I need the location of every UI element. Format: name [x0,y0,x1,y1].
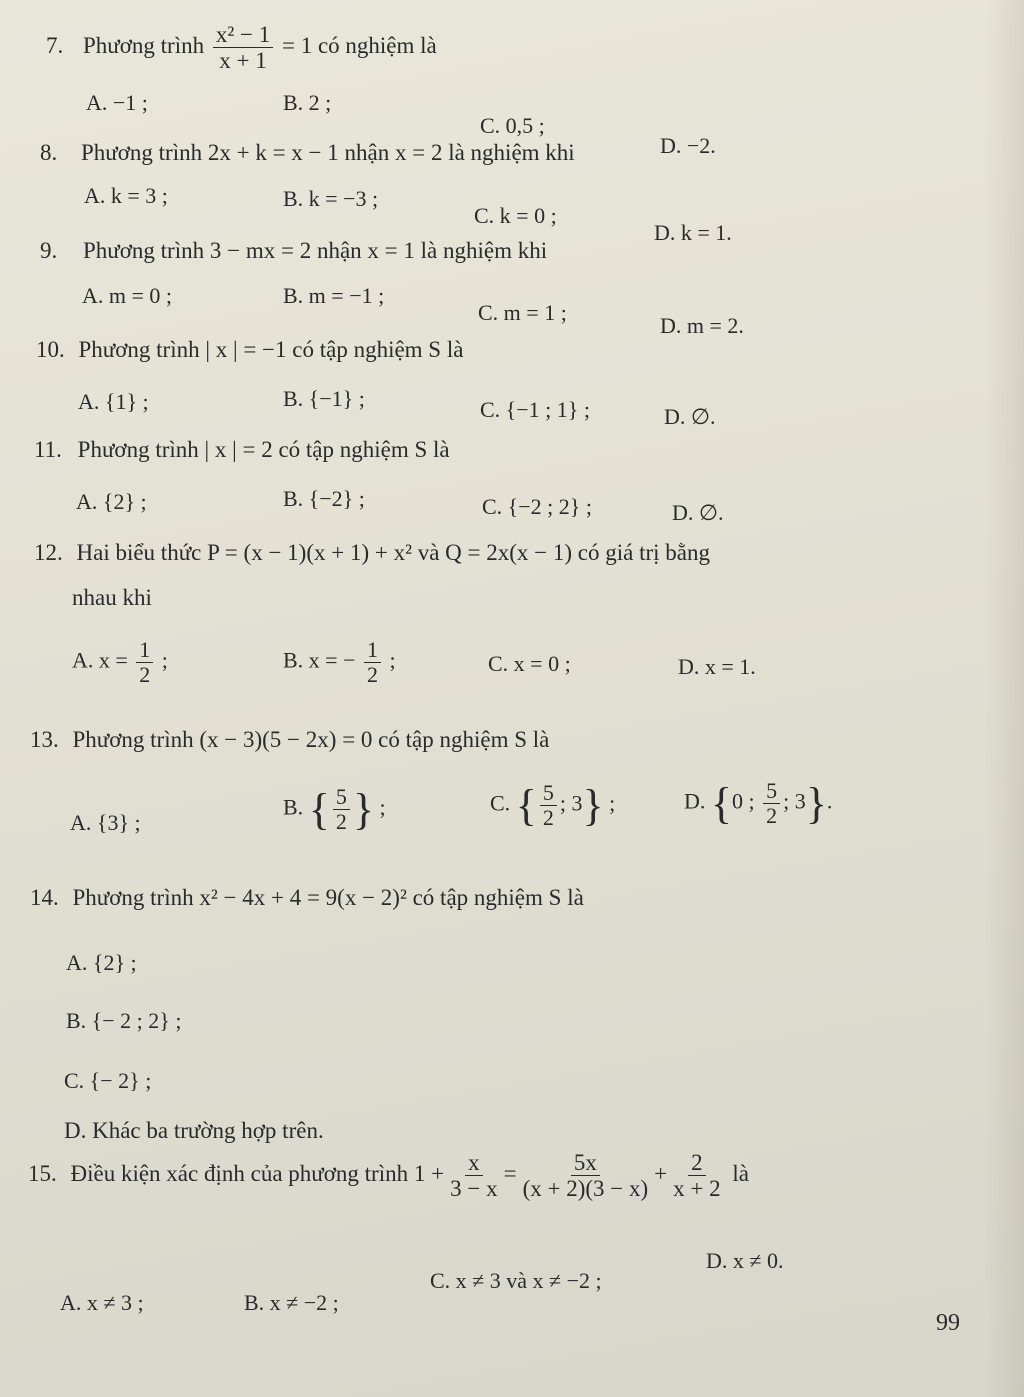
equation-part: = [503,1161,517,1187]
denominator: 2 [766,803,778,828]
denominator: 2 [542,805,554,830]
separator: ; [379,794,386,820]
option-c: C. {−2 ; 2} ; [482,494,592,519]
numerator: 1 [136,638,153,663]
option-b: B. {−1} ; [283,386,365,411]
option-c: C. 0,5 ; [480,113,545,138]
option-label: C. [490,790,511,816]
fraction [136,638,153,687]
option-a: A. {2} ; [66,950,137,975]
question-number: 11. [34,437,62,462]
separator: ; [559,790,566,816]
separator: ; [609,790,616,816]
option-c: C. x = 0 ; [488,651,571,676]
stem-text: Hai biểu thức P = (x − 1)(x + 1) + x² và Q = 2x(x − 1) có giá trị bằng [76,540,711,565]
stem-text: Phương trình (x − 3)(5 − 2x) = 0 có tập nghiệm S là [72,727,550,752]
option-a: A. x ≠ 3 ; [60,1290,144,1315]
denominator: 3 − x [450,1176,498,1202]
fraction [540,781,557,830]
option-b: B. {−2} ; [283,486,365,511]
separator: ; [161,647,168,673]
option-c [490,780,615,831]
fraction [213,22,273,74]
option-d: D. m = 2. [660,313,744,338]
numerator: 5 [540,781,557,806]
numerator: x² − 1 [213,22,273,48]
option-c: C. {−1 ; 1} ; [480,397,590,422]
brace: { [515,781,537,830]
separator: ; [748,788,755,814]
stem-text: Phương trình 3 − mx = 2 nhận x = 1 là nghiệm khi [83,238,548,263]
fraction [670,1150,723,1202]
option-c: C. m = 1 ; [478,300,567,325]
value: 3 [794,788,806,814]
brace: } [352,785,374,834]
page-edge-shadow [984,0,1024,1397]
option-b: B. {− 2 ; 2} ; [66,1008,182,1033]
stem-text: Phương trình | x | = −1 có tập nghiệm S là [78,337,464,362]
denominator: 2 [139,662,151,688]
fraction [520,1150,652,1202]
option-b: B. 2 ; [283,90,332,115]
numerator: x [465,1150,483,1176]
denominator: x + 2 [673,1176,721,1202]
option-a: A. {1} ; [78,389,149,414]
option-d: D. x ≠ 0. [706,1248,784,1273]
question-10-stem [36,337,463,363]
stem-text: Phương trình | x | = 2 có tập nghiệm S là [77,437,450,462]
denominator: 2 [335,809,347,834]
question-number: 7. [46,33,64,59]
question-number: 15. [28,1161,57,1187]
numerator: 1 [364,638,381,663]
question-11-stem [34,437,450,463]
value: 3 [571,790,583,816]
numerator: 5 [763,779,780,804]
stem-text: = 1 có nghiệm là [281,33,437,59]
option-b: B. m = −1 ; [283,283,385,308]
option-a: A. m = 0 ; [82,283,173,308]
fraction [763,779,780,828]
numerator: 2 [688,1150,706,1176]
option-c: C. x ≠ 3 và x ≠ −2 ; [430,1268,602,1293]
equation-part: 1 + [413,1161,445,1187]
question-number: 10. [36,337,65,362]
period: . [826,788,833,814]
option-d [684,778,832,829]
option-d: D. k = 1. [654,220,732,245]
stem-text: Phương trình x² − 4x + 4 = 9(x − 2)² có tập nghiệm S là [72,885,584,910]
question-13-stem [30,727,549,753]
value: 0 [732,788,744,814]
option-d: D. ∅. [664,404,716,429]
option-c: C. k = 0 ; [474,203,557,228]
option-d: D. x = 1. [678,654,756,679]
page-number: 99 [936,1310,960,1336]
question-number: 8. [40,140,58,165]
stem-text: Điều kiện xác định của phương trình [70,1161,409,1187]
question-number: 9. [40,238,58,263]
question-9-stem [40,238,547,264]
brace: } [582,781,604,830]
option-b: B. k = −3 ; [283,186,379,211]
numerator: 5 [333,785,350,810]
option-label: D. [684,788,706,814]
denominator: x + 1 [219,48,267,74]
option-label: B. [283,794,304,820]
option-b [283,784,386,835]
option-d: D. −2. [660,133,716,158]
fraction [447,1150,500,1202]
option-a: A. {2} ; [76,489,147,514]
question-15-stem [28,1150,749,1202]
question-12-stem-cont: nhau khi [72,585,152,610]
brace: { [308,785,330,834]
option-label: B. x = − [283,647,356,673]
option-b [283,638,396,687]
fraction [364,638,381,687]
option-a [72,638,168,687]
stem-text: Phương trình [83,33,205,59]
option-d: D. Khác ba trường hợp trên. [64,1118,324,1143]
option-a: A. {3} ; [70,810,141,835]
question-number: 12. [34,540,63,565]
option-d: D. ∅. [672,500,724,525]
question-number: 14. [30,885,59,910]
numerator: 5x [571,1150,600,1176]
option-a: A. −1 ; [86,90,148,115]
question-8-stem [40,140,575,166]
option-c: C. {− 2} ; [64,1068,152,1093]
brace: } [805,779,827,828]
question-14-stem [30,885,584,911]
stem-text: là [732,1161,749,1187]
option-b: B. x ≠ −2 ; [244,1290,339,1315]
separator: ; [783,788,790,814]
question-number: 13. [30,727,59,752]
separator: ; [389,647,396,673]
option-label: A. x = [72,647,128,673]
denominator: (x + 2)(3 − x) [522,1176,649,1202]
stem-text: Phương trình 2x + k = x − 1 nhận x = 2 là nghiệm khi [81,140,575,165]
brace: { [710,779,733,828]
option-a: A. k = 3 ; [84,183,168,208]
question-7-stem [46,22,437,74]
denominator: 2 [367,662,378,688]
question-12-stem [34,540,710,566]
fraction [333,785,350,834]
equation-part: + [654,1161,668,1187]
